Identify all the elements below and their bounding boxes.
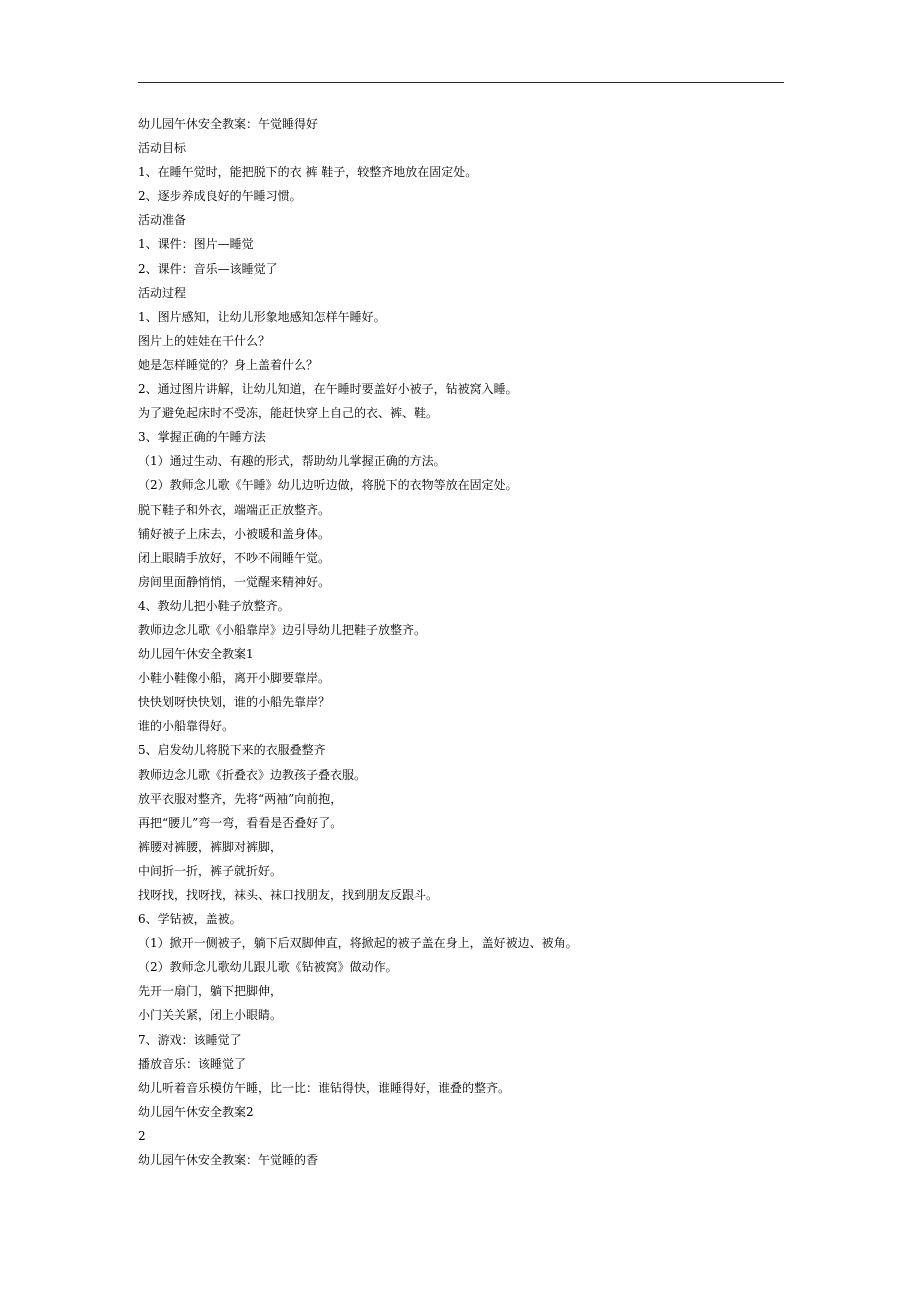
text-line: 7、游戏：该睡觉了 xyxy=(138,1032,242,1047)
text-line: 找呀找，找呀找，袜头、袜口找朋友，找到朋友反跟斗。 xyxy=(138,888,439,902)
text-line: 幼儿听着音乐模仿午睡，比一比：谁钻得快，谁睡得好，谁叠的整齐。 xyxy=(138,1080,511,1095)
text-line: 放平衣服对整齐，先将“两袖”向前抱， xyxy=(138,791,343,806)
text-line: 1、在睡午觉时，能把脱下的衣 裤 鞋子，较整齐地放在固定处。 xyxy=(138,165,478,180)
text-line: 先开一扇门，躺下把脚伸， xyxy=(138,984,283,999)
text-line: 铺好被子上床去，小被暖和盖身体。 xyxy=(138,526,331,541)
text-line: 小门关关紧，闭上小眼睛。 xyxy=(138,1008,283,1023)
text-line: 幼儿园午休安全教案：午觉睡得好 xyxy=(138,117,319,131)
text-line: 播放音乐：该睡觉了 xyxy=(138,1056,247,1071)
text-line: 活动目标 xyxy=(138,141,187,156)
text-line: 1、图片感知，让幼儿形象地感知怎样午睡好。 xyxy=(138,309,386,324)
header-rule xyxy=(138,82,784,83)
text-line: 幼儿园午休安全教案2 xyxy=(138,1104,254,1119)
text-line: 她是怎样睡觉的？身上盖着什么？ xyxy=(138,357,319,372)
text-line: 中间折一折，裤子就折好。 xyxy=(138,863,283,878)
text-line: 3、掌握正确的午睡方法 xyxy=(138,430,266,445)
text-line: 活动准备 xyxy=(138,213,187,228)
text-line: 2、逐步养成良好的午睡习惯。 xyxy=(138,189,302,204)
text-line: 幼儿园午休安全教案1 xyxy=(138,647,254,662)
text-line: 5、启发幼儿将脱下来的衣服叠整齐 xyxy=(138,743,326,758)
text-line: 再把“腰儿”弯一弯，看看是否叠好了。 xyxy=(138,815,343,830)
text-line: 幼儿园午休安全教案：午觉睡的香 xyxy=(138,1153,319,1168)
text-line: 房间里面静悄悄，一觉醒来精神好。 xyxy=(138,574,331,589)
text-line: 活动过程 xyxy=(138,285,187,300)
text-line: 快快划呀快快划，谁的小船先靠岸？ xyxy=(138,695,331,710)
text-line: 谁的小船靠得好。 xyxy=(138,719,235,734)
text-line: （1）通过生动、有趣的形式，帮助幼儿掌握正确的方法。 xyxy=(138,454,446,469)
text-line: 裤腰对裤腰，裤脚对裤脚， xyxy=(138,839,283,854)
text-line: 闭上眼睛手放好，不吵不闹睡午觉。 xyxy=(138,550,331,565)
text-line: 图片上的娃娃在干什么？ xyxy=(138,333,271,348)
text-line: 6、学钻被，盖被。 xyxy=(138,912,242,927)
text-line: 1、课件：图片—睡觉 xyxy=(138,237,254,252)
text-line: 2、课件：音乐—该睡觉了 xyxy=(138,261,278,276)
text-line: 教师边念儿歌《折叠衣》边教孩子叠衣服。 xyxy=(138,767,367,782)
document-body xyxy=(138,112,798,1172)
text-line: （2）教师念儿歌《午睡》幼儿边听边做，将脱下的衣物等放在固定处。 xyxy=(138,478,518,493)
text-line: 4、教幼儿把小鞋子放整齐。 xyxy=(138,598,290,613)
text-line: 2 xyxy=(138,1128,146,1143)
text-line: 脱下鞋子和外衣，端端正正放整齐。 xyxy=(138,502,331,517)
text-line: 教师边念儿歌《小船靠岸》边引导幼儿把鞋子放整齐。 xyxy=(138,622,427,637)
text-line: 为了避免起床时不受冻，能赶快穿上自己的衣、裤、鞋。 xyxy=(138,406,439,421)
text-line: （2）教师念儿歌幼儿跟儿歌《钻被窝》做动作。 xyxy=(138,960,398,975)
text-line: 小鞋小鞋像小船，离开小脚要靠岸。 xyxy=(138,671,331,686)
text-line: （1）掀开一侧被子，躺下后双脚伸直，将掀起的被子盖在身上，盖好被边、被角。 xyxy=(138,936,578,951)
text-line: 2、通过图片讲解，让幼儿知道，在午睡时要盖好小被子，钻被窝入睡。 xyxy=(138,382,518,397)
